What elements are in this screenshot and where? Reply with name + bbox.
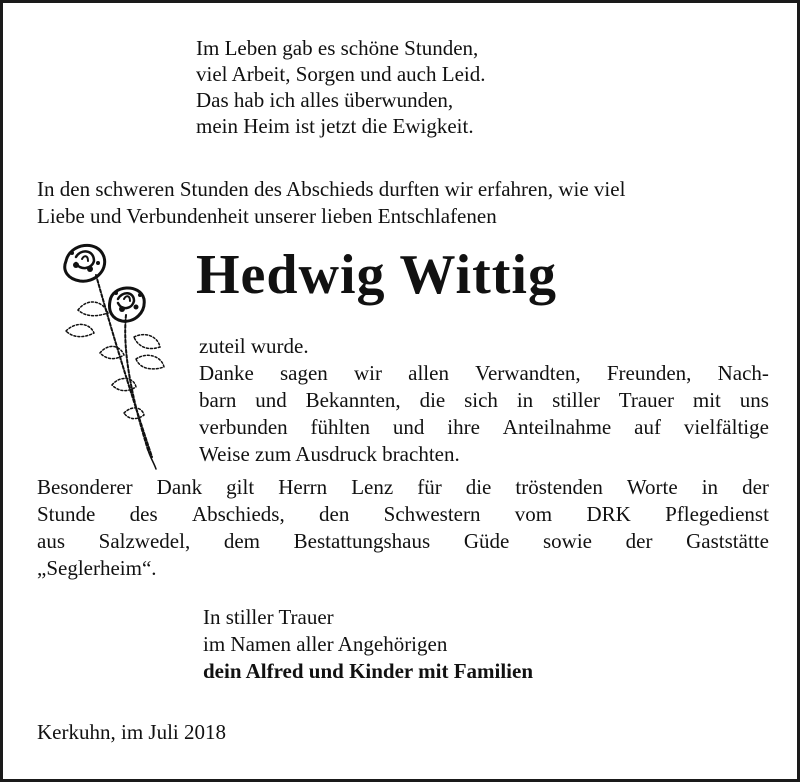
intro-line: Liebe und Verbundenheit unserer lieben Entschlafenen — [37, 204, 497, 228]
special-thanks-text — [37, 474, 769, 582]
special-thanks-line: „Seglerheim“. — [37, 556, 157, 580]
intro-text — [37, 176, 769, 230]
special-thanks-line: Besonderer Dank gilt Herrn Lenz für die tröstenden Worte in der — [37, 475, 769, 499]
thanks-line: zuteil wurde. — [199, 334, 309, 358]
rose-illustration — [48, 235, 173, 471]
special-thanks-line: Stunde des Abschieds, den Schwestern vom DRK Pflegedienst — [37, 502, 769, 526]
thanks-text — [199, 333, 769, 468]
intro-line: In den schweren Stunden des Abschieds durften wir erfahren, wie viel — [37, 177, 626, 201]
special-thanks-line: aus Salzwedel, dem Bestattungshaus Güde sowie der Gaststätte — [37, 529, 769, 553]
thanks-line: Danke sagen wir allen Verwandten, Freunden, Nach- — [199, 361, 769, 385]
signature-line: In stiller Trauer — [203, 605, 334, 629]
place-date: Kerkuhn, im Juli 2018 — [37, 720, 226, 744]
thanks-line: verbunden fühlten und ihre Anteilnahme auf vielfältige — [199, 415, 769, 439]
thanks-line: barn und Bekannten, die sich in stiller Trauer mit uns — [199, 388, 769, 412]
signature-names: dein Alfred und Kinder mit Familien — [203, 659, 534, 683]
poem-line: Das hab ich alles überwunden, — [196, 88, 454, 112]
poem-line: mein Heim ist jetzt die Ewigkeit. — [196, 114, 474, 138]
poem-line: Im Leben gab es schöne Stunden, — [196, 36, 479, 60]
poem-line: viel Arbeit, Sorgen und auch Leid. — [196, 62, 486, 86]
signature-block — [203, 604, 533, 685]
thanks-line: Weise zum Ausdruck brachten. — [199, 442, 460, 466]
poem — [196, 35, 485, 139]
signature-line: im Namen aller Angehörigen — [203, 632, 448, 656]
deceased-name: Hedwig Wittig — [196, 244, 557, 306]
